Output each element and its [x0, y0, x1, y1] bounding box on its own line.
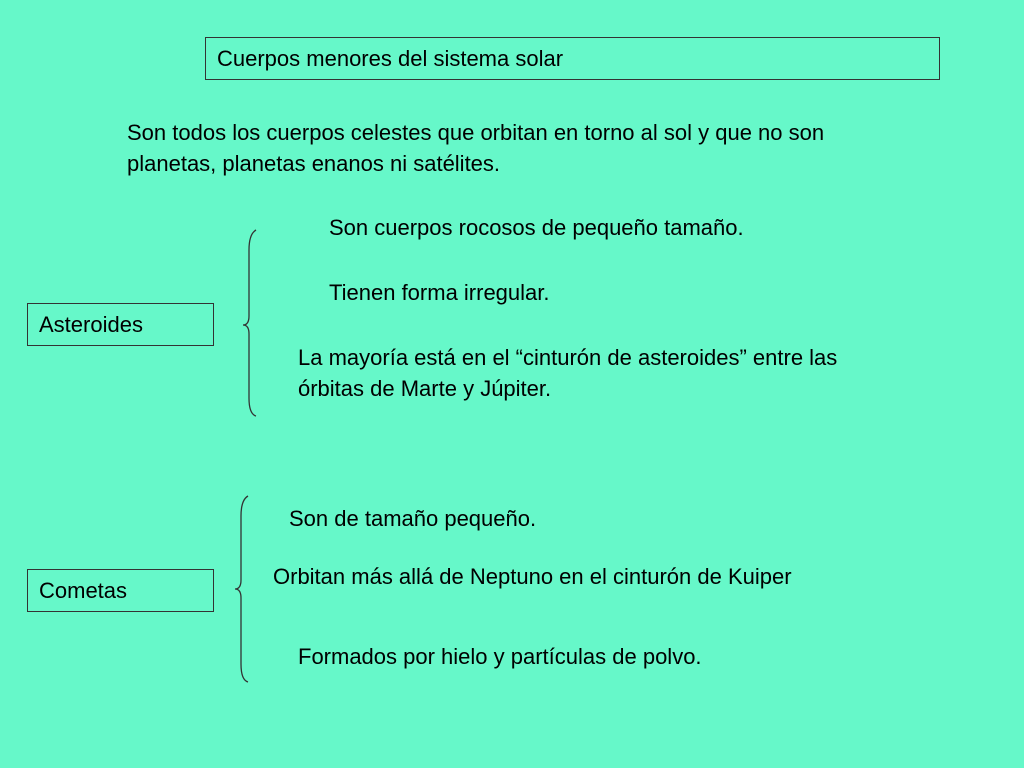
page-title: Cuerpos menores del sistema solar [217, 45, 564, 71]
comets-fact-1: Son de tamaño pequeño. [289, 506, 537, 531]
definition-paragraph [127, 117, 824, 179]
asteroids-location-line-2: órbitas de Marte y Júpiter. [298, 376, 552, 401]
comets-brace [234, 494, 254, 684]
comets-fact-2: Orbitan más allá de Neptuno en el cinturón de Kuiper [273, 564, 792, 589]
comets-label-box [27, 569, 214, 612]
title-box [205, 37, 940, 80]
asteroids-location-line-1: La mayoría está en el “cinturón de asteroides” entre las [298, 345, 838, 370]
definition-line-2: planetas, planetas enanos ni satélites. [127, 151, 501, 176]
comets-label: Cometas [39, 577, 128, 603]
asteroids-brace [240, 228, 260, 418]
asteroids-fact-2: Tienen forma irregular. [329, 280, 550, 305]
asteroids-location [298, 342, 837, 404]
asteroids-label: Asteroides [39, 311, 143, 337]
definition-line-1: Son todos los cuerpos celestes que orbitan en torno al sol y que no son [127, 120, 825, 145]
asteroids-fact-1: Son cuerpos rocosos de pequeño tamaño. [329, 215, 744, 240]
asteroids-label-box [27, 303, 214, 346]
comets-fact-3: Formados por hielo y partículas de polvo. [298, 644, 702, 669]
